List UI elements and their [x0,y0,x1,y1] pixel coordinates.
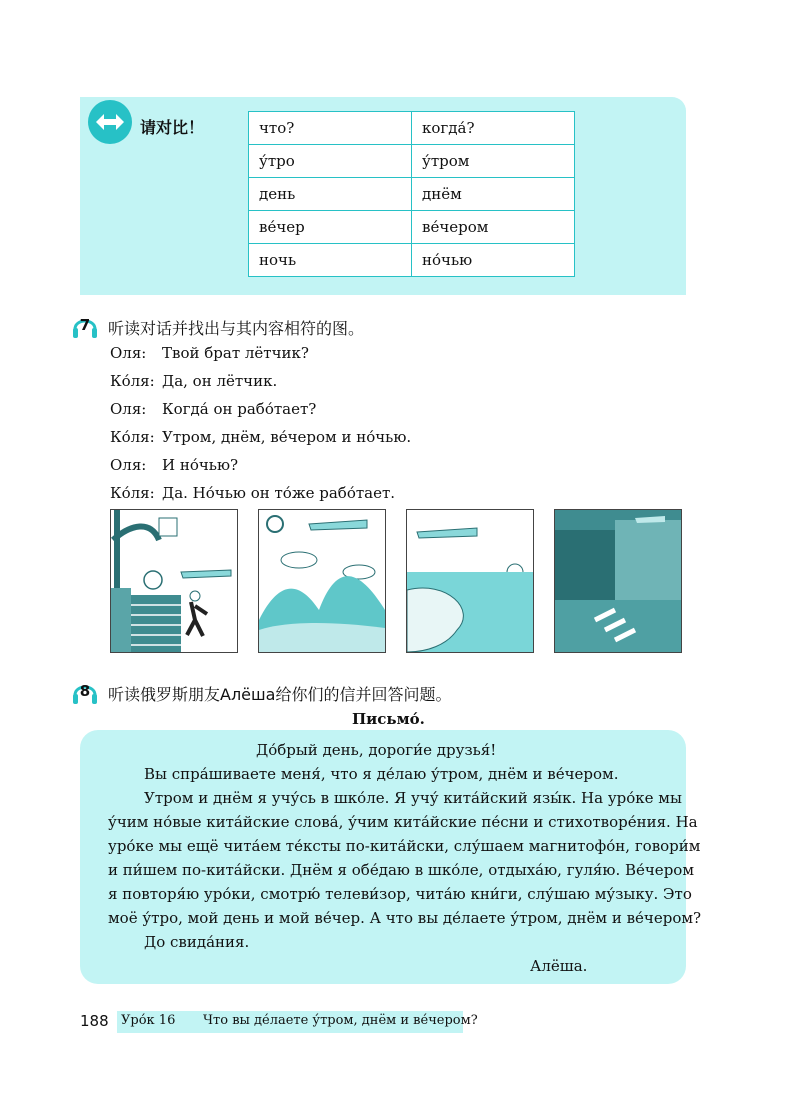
line: Утром, днём, ве́чером и но́чью. [162,428,412,446]
letter-line: уро́ке мы ещё чита́ем те́ксты по-кита́йски, слу́шаем магнитофо́н, говори́м [108,837,701,855]
compare-icon [88,100,132,144]
table-cell: у́тром [412,145,575,178]
table-cell: но́чью [412,244,575,277]
table-row [249,211,575,244]
compare-title: 请对比！ [140,118,205,137]
picture-sea[interactable] [406,509,534,653]
speaker: Ко́ля: [110,428,155,446]
table-cell: днём [412,178,575,211]
line: И но́чью? [162,456,239,474]
picture-morning-runner[interactable] [110,509,238,653]
table-row [249,145,575,178]
table-row [249,112,575,145]
exercise-7-badge [72,310,98,342]
letter-greeting: До́брый день, дороги́е друзья́! [256,741,497,759]
exercise-8-badge [72,676,98,708]
compare-table [248,111,575,277]
dialogue-line [110,400,316,418]
dialogue-line [110,344,309,362]
letter-closing: До свида́ния. [144,933,250,951]
exercise-8-instruction: 听读俄罗斯朋友Алёша给你们的信并回答问题。 [108,685,452,704]
table-cell: что? [249,112,412,145]
letter-line: Вы спра́шиваете меня́, что я де́лаю у́тром, днём и ве́чером. [144,765,619,783]
letter-line: у́чим но́вые кита́йские слова́, у́чим кита́йские пе́сни и стихотворе́ния. На [108,813,698,831]
letter-title: Письмо́. [352,710,425,728]
line: Когда́ он рабо́тает? [162,400,317,418]
table-cell: ве́чером [412,211,575,244]
speaker: Ко́ля: [110,372,155,390]
dialogue-line [110,428,411,446]
letter-line: Утром и днём я учу́сь в шко́ле. Я учу́ кита́йский язы́к. На уро́ке мы [144,789,682,807]
letter-signature: Алёша. [530,957,588,975]
speaker: Оля: [110,344,147,362]
table-cell: когда́? [412,112,575,145]
picture-day-mountains[interactable] [258,509,386,653]
letter-line: я повторя́ю уро́ки, смотрю́ телеви́зор, чита́ю кни́ги, слу́шаю му́зыку. Это [108,885,692,903]
table-cell: ночь [249,244,412,277]
page-number: 188 [80,1012,109,1030]
footer-lesson: Уро́к 16 [121,1013,176,1028]
table-row [249,244,575,277]
footer-lesson-title: Что вы де́лаете у́тром, днём и ве́чером? [203,1013,478,1028]
speaker: Оля: [110,456,147,474]
letter-line: и пи́шем по-кита́йски. Днём я обе́даю в шко́ле, отдыха́ю, гуля́ю. Ве́чером [108,861,694,879]
dialogue-line [110,456,238,474]
speaker: Ко́ля: [110,484,155,502]
table-cell: у́тро [249,145,412,178]
table-cell: день [249,178,412,211]
line: Да, он лётчик. [162,372,278,390]
exercise-7-instruction: 听读对话并找出与其内容相符的图。 [108,319,365,338]
dialogue-line [110,484,395,502]
line: Да. Но́чью он то́же рабо́тает. [162,484,396,502]
dialogue-line [110,372,277,390]
letter-line: моё у́тро, мой день и мой ве́чер. А что вы де́лаете у́тром, днём и ве́чером? [108,909,702,927]
exercise-number: 8 [79,682,91,700]
exercise-number: 7 [79,316,91,334]
table-cell: ве́чер [249,211,412,244]
speaker: Оля: [110,400,147,418]
table-row [249,178,575,211]
line: Твой брат лётчик? [162,344,309,362]
picture-night-city[interactable] [554,509,682,653]
